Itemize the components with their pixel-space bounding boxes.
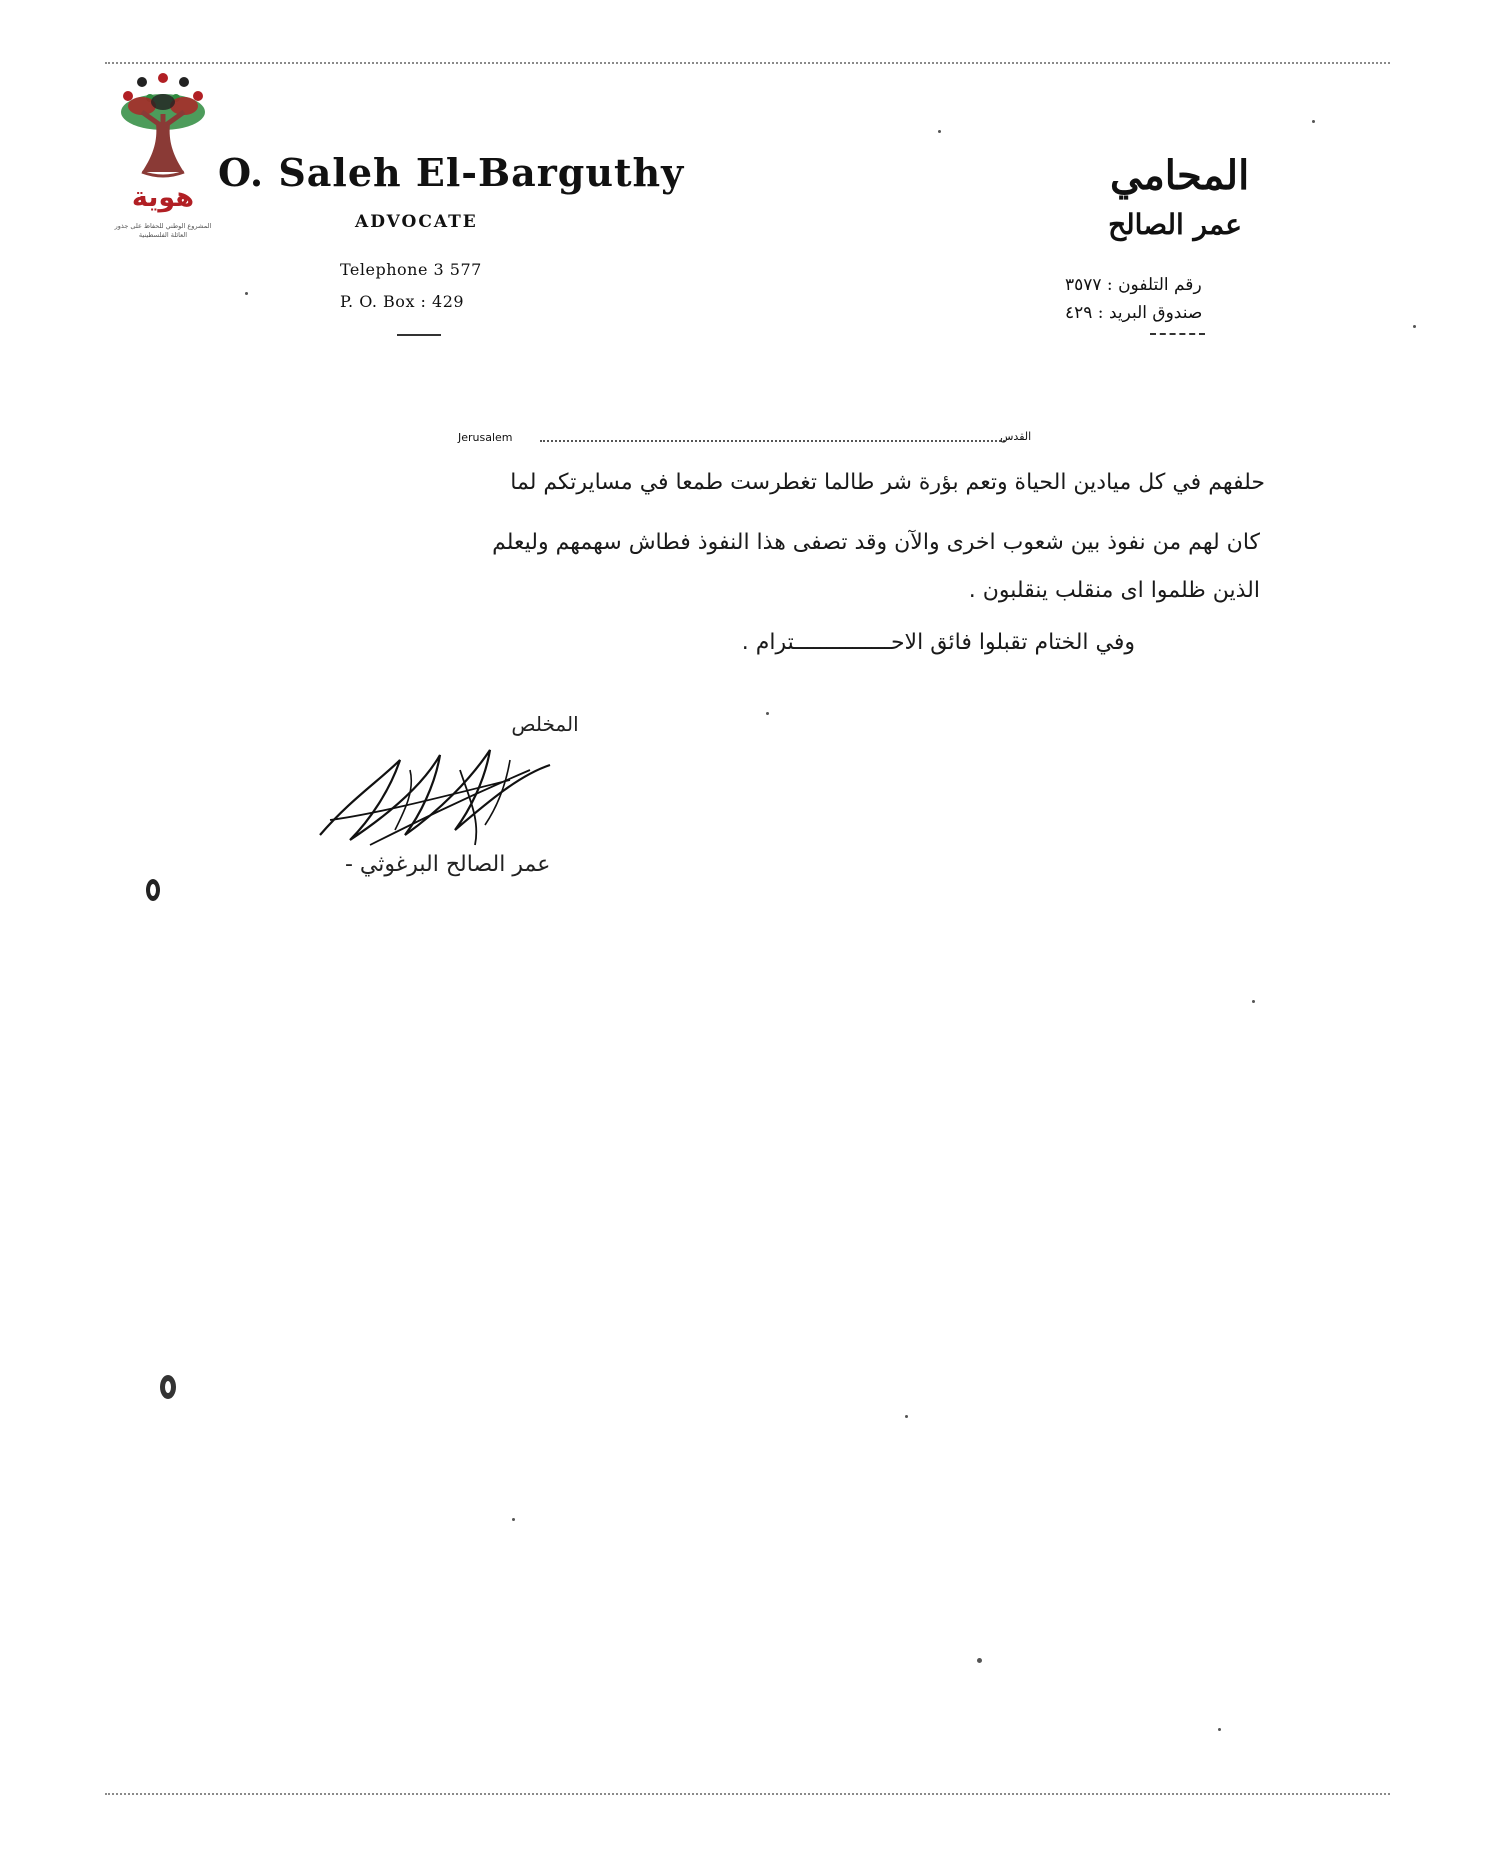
scan-speck xyxy=(766,712,769,715)
punch-hole-mark xyxy=(157,1372,179,1402)
scan-speck xyxy=(1413,325,1416,328)
body-line: حلفهم في كل ميادين الحياة وتعم بؤرة شر طالما تغطرست طمعا في مسايرتكم لما xyxy=(510,470,1265,495)
advocate-name-en: O. Saleh El-Barguthy xyxy=(218,150,685,195)
scan-speck xyxy=(905,1415,908,1418)
advocate-title-ar: المحامي xyxy=(1110,152,1250,199)
telephone-ar: رقم التلفون : ٣٥٧٧ xyxy=(1065,275,1202,295)
logo-wordmark: هوية xyxy=(131,182,195,213)
date-line xyxy=(540,440,1005,442)
body-line: كان لهم من نفوذ بين شعوب اخرى والآن وقد تصفى هذا النفوذ فطاش سهمهم وليعلم xyxy=(492,530,1260,555)
letterhead-divider xyxy=(397,334,441,336)
hawiyya-logo xyxy=(112,72,214,272)
body-line: الذين ظلموا اى منقلب ينقلبون . xyxy=(968,578,1260,603)
closing-salutation: المخلص xyxy=(511,712,579,736)
city-en: Jerusalem xyxy=(458,431,513,444)
bottom-scan-border xyxy=(105,1793,1390,1795)
punch-hole-mark xyxy=(142,875,164,905)
logo-tagline: المشروع الوطني للحفاظ على جذور العائلة الفلسطينية xyxy=(114,222,212,239)
scan-speck xyxy=(245,292,248,295)
scan-speck xyxy=(1218,1728,1221,1731)
letterhead-divider-ar xyxy=(1150,333,1205,335)
scan-speck xyxy=(938,130,941,133)
po-box-en: P. O. Box : 429 xyxy=(340,292,465,311)
signer-name: عمر الصالح البرغوثي - xyxy=(345,852,551,877)
scan-speck xyxy=(1252,1000,1255,1003)
scan-speck xyxy=(1312,120,1315,123)
advocate-title-en: ADVOCATE xyxy=(355,212,478,232)
scan-speck xyxy=(512,1518,515,1521)
po-box-ar: صندوق البريد : ٤٢٩ xyxy=(1065,303,1203,323)
scan-speck xyxy=(977,1658,982,1663)
top-scan-border xyxy=(105,62,1390,64)
advocate-name-ar: عمر الصالح xyxy=(1108,208,1242,241)
handwritten-signature xyxy=(310,740,560,860)
city-ar: القدس xyxy=(1000,430,1032,443)
closing-line: وفي الختام تقبلوا فائق الاحـــــــــــــــترام . xyxy=(741,630,1135,655)
telephone-en: Telephone 3 577 xyxy=(340,260,482,279)
